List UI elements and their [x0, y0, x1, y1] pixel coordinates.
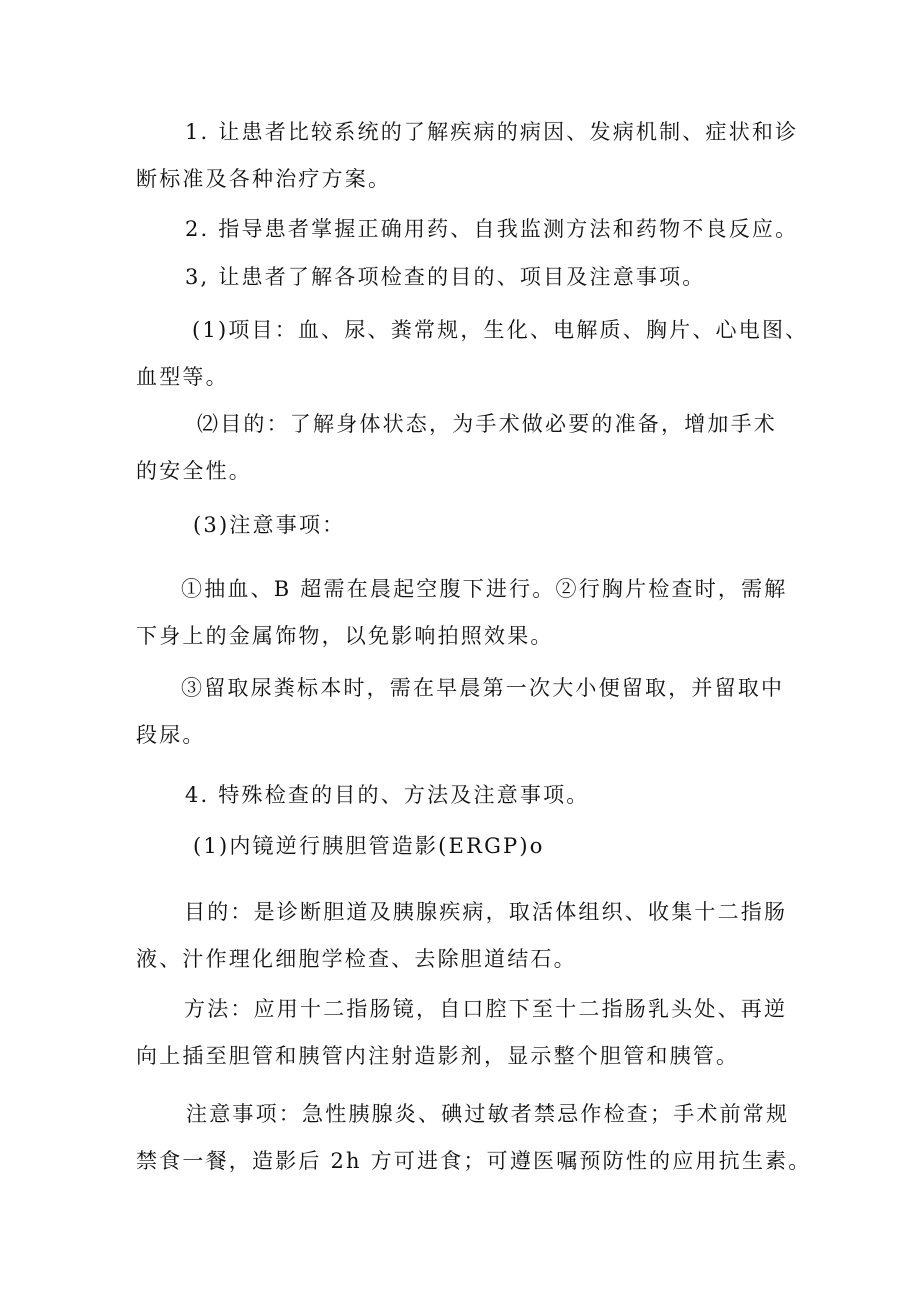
paragraph-line: 1. 让患者比较系统的了解疾病的病因、发病机制、症状和诊	[185, 120, 799, 144]
paragraph-1	[136, 109, 799, 203]
paragraph-line: 下身上的金属饰物，以免影响拍照效果。	[136, 624, 554, 648]
paragraph-line: 禁食一餐，造影后 2h 方可进食；可遵医嘱预防性的应用抗生素。	[136, 1149, 812, 1173]
paragraph-12	[136, 986, 796, 1080]
paragraph-line: 2. 指导患者掌握正确用药、自我监测方法和药物不良反应。	[185, 217, 799, 241]
paragraph-line: 段尿。	[136, 723, 206, 747]
paragraph-line: 向上插至胆管和胰管内注射造影剂，显示整个胆管和胰管。	[136, 1044, 740, 1068]
paragraph-line: ③留取尿粪标本时，需在早晨第一次大小便留取，并留取中	[181, 676, 785, 700]
paragraph-4	[136, 307, 809, 401]
paragraph-line: ①抽血、B 超需在晨起空腹下进行。②行胸片检查时，需解	[181, 577, 788, 601]
paragraph-line: 注意事项：急性胰腺炎、碘过敏者禁忌作检查；手术前常规	[186, 1102, 790, 1126]
paragraph-line: 断标准及各种治疗方案。	[136, 167, 392, 191]
paragraph-13	[136, 1091, 812, 1185]
paragraph-line: 3, 让患者了解各项检查的目的、项目及注意事项。	[185, 265, 706, 289]
paragraph-line: (1)项目：血、尿、粪常规，生化、电解质、胸片、心电图、	[192, 318, 809, 342]
paragraph-line: 4. 特殊检查的目的、方法及注意事项。	[185, 783, 590, 807]
paragraph-line: (3)注意事项：	[193, 513, 346, 537]
paragraph-line: 血型等。	[136, 365, 229, 389]
paragraph-11	[136, 889, 796, 983]
paragraph-line: (1)内镜逆行胰胆管造影(ERGP)o	[193, 834, 545, 858]
paragraph-3	[136, 254, 796, 301]
paragraph-8	[136, 665, 796, 759]
paragraph-9	[136, 772, 796, 819]
paragraph-line: ⑵目的：了解身体状态，为手术做必要的准备，增加手术	[197, 412, 777, 436]
paragraph-6	[136, 502, 796, 549]
paragraph-line: 的安全性。	[136, 459, 252, 483]
paragraph-5	[136, 401, 796, 495]
paragraph-line: 目的：是诊断胆道及胰腺疾病，取活体组织、收集十二指肠	[184, 900, 788, 924]
paragraph-line: 液、汁作理化细胞学检查、去除胆道结石。	[136, 947, 577, 971]
paragraph-10	[136, 823, 796, 870]
paragraph-7	[136, 566, 796, 660]
paragraph-line: 方法：应用十二指肠镜，自口腔下至十二指肠乳头处、再逆	[184, 997, 788, 1021]
paragraph-2	[136, 206, 799, 253]
